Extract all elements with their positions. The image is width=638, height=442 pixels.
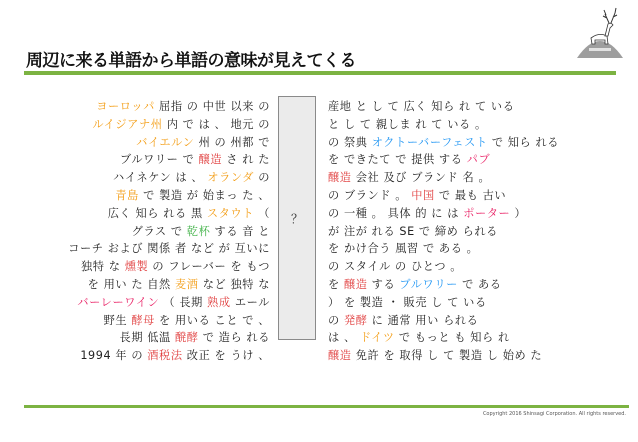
context-text: 広く 知ら れる 黒 [107, 206, 207, 220]
right-context-line [328, 98, 559, 116]
context-text: で 製造 が 始まっ た 、 [138, 188, 270, 202]
context-text: を 用い た 自然 [87, 277, 175, 291]
highlighted-term: 青島 [115, 188, 139, 202]
right-context-line [328, 329, 559, 347]
context-text: の [254, 171, 270, 185]
highlighted-term: 発酵 [343, 313, 368, 327]
context-text: 会社 及び ブランド 名 。 [351, 171, 491, 185]
context-text: を 用いる こと で 、 [154, 313, 270, 327]
context-text: で 知ら れる [487, 135, 560, 149]
right-context-line [328, 205, 559, 223]
context-text: の [328, 313, 344, 327]
left-context-line [68, 329, 270, 347]
left-context-line [68, 151, 270, 169]
highlighted-term: ルイジアナ州 [92, 117, 163, 131]
context-text: する 音 と [210, 224, 270, 238]
highlighted-term: 酒税法 [147, 349, 183, 363]
context-text: で もっと も 知ら れ [394, 331, 510, 345]
left-context-line [68, 116, 270, 134]
highlighted-term: 酵母 [131, 313, 155, 327]
highlighted-term: 醸造 [328, 349, 352, 363]
right-context-column [328, 98, 559, 365]
context-text: 1994 年 の [80, 349, 148, 363]
context-text: （ 長期 [159, 295, 208, 309]
context-text: コーチ および 関係 者 など が 互いに [68, 242, 270, 256]
highlighted-term: バイエルン [136, 135, 195, 149]
context-text: 長期 低温 [119, 331, 175, 345]
right-context-line [328, 294, 559, 312]
context-text: は 、 [328, 331, 360, 345]
context-text: ） [510, 206, 527, 220]
left-context-line [68, 223, 270, 241]
context-text: エール [230, 295, 270, 309]
context-text: の フレーバー を もつ [148, 260, 270, 274]
context-text: 改正 を うけ 、 [182, 349, 270, 363]
context-text: など 独特 な [198, 277, 270, 291]
highlighted-term: スタウト [206, 206, 255, 220]
company-logo-icon [575, 2, 625, 60]
highlighted-term: ポーター [463, 206, 511, 220]
highlighted-term: バーレーワイン [77, 295, 160, 309]
right-context-line [328, 347, 559, 365]
left-context-line [68, 134, 270, 152]
context-text: 免許 を 取得 し て 製造 し 始め た [351, 349, 543, 363]
highlighted-term: 燻製 [124, 260, 149, 274]
right-context-line [328, 258, 559, 276]
right-context-line [328, 276, 559, 294]
context-text: の 一種 。 具体 的 に は [328, 206, 464, 220]
highlighted-term: 中国 [411, 188, 435, 202]
left-context-line [68, 187, 270, 205]
context-text: 内 で は 、 地元 の [162, 117, 270, 131]
context-text: が 注が れる SE で 締め られる [328, 224, 498, 238]
context-text: で ある [457, 277, 502, 291]
highlighted-term: 乾杯 [186, 224, 211, 238]
context-text: ） を 製造 ・ 販売 し て いる [328, 295, 487, 309]
highlighted-term: 醗酵 [175, 331, 199, 345]
context-text: する [367, 277, 400, 291]
context-text: さ れ た [222, 153, 270, 167]
highlighted-term: ブルワリー [399, 277, 458, 291]
context-text: 産地 と し て 広く 知ら れ て いる [328, 100, 515, 113]
left-context-line [68, 98, 270, 116]
context-text: 野生 [103, 313, 132, 327]
left-context-column [68, 98, 270, 365]
right-context-line [328, 134, 559, 152]
right-context-line [328, 223, 559, 241]
context-text: の ブランド 。 [328, 188, 412, 202]
context-text: 独特 な [81, 260, 125, 274]
context-text: （ [254, 206, 270, 220]
highlighted-term: パブ [466, 153, 491, 167]
highlighted-term: ヨーロッパ [96, 100, 155, 113]
highlighted-term: 麦酒 [175, 277, 199, 291]
left-context-line [68, 240, 270, 258]
context-text: の スタイル の ひとつ 。 [328, 260, 463, 274]
title-underline [24, 71, 616, 75]
masked-word-label: ？ [290, 211, 303, 226]
context-text: を かけ合う 風習 で ある 。 [328, 242, 479, 256]
highlighted-term: オランダ [207, 171, 255, 185]
context-text: ブルワリー で [119, 153, 199, 167]
context-text: グラス で [131, 224, 187, 238]
copyright-notice: Copyright 2016 Shinsagi Corporation. All rights reserved. [482, 411, 626, 417]
left-context-line [68, 347, 270, 365]
slide-title: 周辺に来る単語から単語の意味が見えてくる [26, 51, 356, 71]
context-text: を できたて で 提供 する [328, 153, 467, 167]
highlighted-term: 醸造 [328, 171, 352, 185]
highlighted-term: ドイツ [359, 331, 395, 345]
left-context-line [68, 258, 270, 276]
right-context-line [328, 187, 559, 205]
left-context-line [68, 312, 270, 330]
context-text: を [328, 277, 344, 291]
right-context-line [328, 151, 559, 169]
left-context-line [68, 205, 270, 223]
context-text: 屈指 の 中世 以来 の [154, 100, 270, 113]
highlighted-term: 醸造 [343, 277, 368, 291]
left-context-line [68, 294, 270, 312]
right-context-line [328, 169, 559, 187]
context-text: の 祭典 [328, 135, 372, 149]
context-text: で 造ら れる [198, 331, 270, 345]
context-text: と し て 親しま れ て いる 。 [328, 117, 487, 131]
right-context-line [328, 312, 559, 330]
masked-word-box [278, 96, 316, 340]
footer-divider [24, 405, 629, 408]
context-text: ハイネケン は 、 [113, 171, 208, 185]
left-context-line [68, 276, 270, 294]
context-text: に 通常 用い られる [367, 313, 479, 327]
right-context-line [328, 116, 559, 134]
context-text: で 最も 古い [434, 188, 507, 202]
highlighted-term: 熟成 [207, 295, 231, 309]
highlighted-term: オクトーバーフェスト [371, 135, 488, 149]
right-context-line [328, 240, 559, 258]
highlighted-term: 醸造 [198, 153, 223, 167]
left-context-line [68, 169, 270, 187]
context-text: 州 の 州都 で [194, 135, 270, 149]
